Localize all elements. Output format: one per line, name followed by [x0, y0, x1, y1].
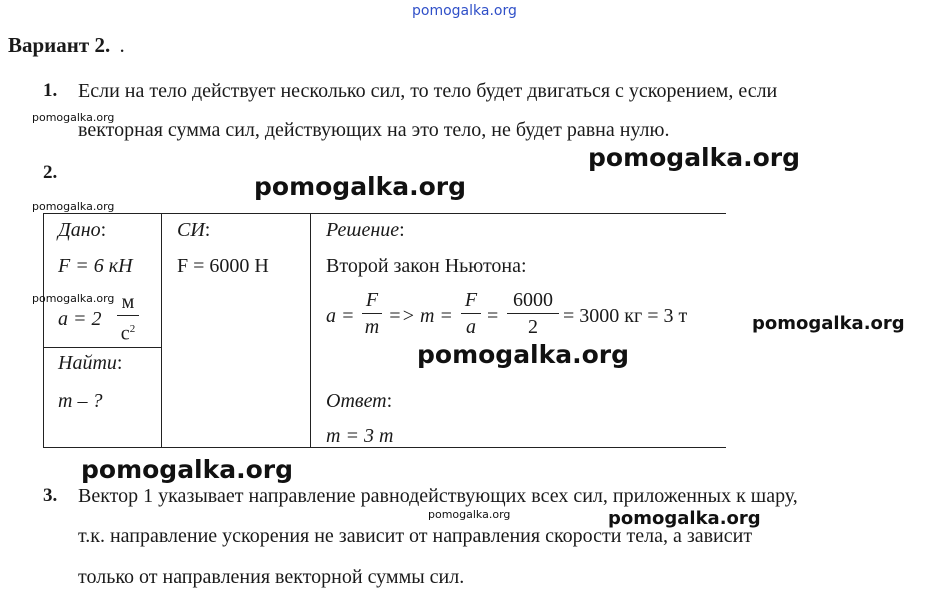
answer-value: m = 3 т	[326, 425, 394, 447]
given-title-text: Дано	[58, 219, 101, 241]
solution-title-text: Решение	[326, 219, 400, 241]
equation-implies: => m =	[388, 305, 453, 327]
watermark-large-3: pomogalka.org	[417, 340, 630, 369]
watermark-medium-1: pomogalka.org	[752, 313, 905, 334]
fraction-6000-numerator: 6000	[513, 289, 553, 311]
fraction-6000-over-2	[507, 289, 559, 338]
item-2-number: 2.	[43, 162, 58, 183]
table-top-border	[43, 213, 726, 214]
watermark-medium-2: pomogalka.org	[608, 508, 761, 529]
fraction-f-over-a	[461, 289, 481, 338]
top-watermark: pomogalka.org	[412, 3, 517, 19]
item-3-number: 3.	[43, 485, 58, 506]
unit-denominator	[117, 318, 139, 345]
unit-denominator-base: с	[120, 322, 130, 345]
solution-title-colon: :	[399, 219, 405, 241]
given-acceleration: a = 2	[58, 308, 102, 330]
unit-denominator-exponent: 2	[129, 323, 136, 335]
find-title	[58, 351, 122, 375]
item-1-number: 1.	[43, 80, 58, 101]
si-title-text: СИ	[177, 219, 205, 241]
find-title-text: Найти	[58, 352, 117, 374]
fraction-f-over-m-bar	[362, 313, 382, 314]
watermark-small-3: pomogalka.org	[32, 292, 115, 305]
watermark-large-2: pomogalka.org	[254, 172, 467, 201]
equation-equals: =	[487, 305, 499, 327]
solution-title	[326, 218, 405, 242]
fraction-f-over-a-denominator: a	[466, 316, 476, 338]
given-title-colon: :	[100, 219, 107, 241]
item-3-line-2: т.к. направление ускорения не зависит от направления скорости тела, а зависит	[78, 525, 753, 547]
unit-fraction-bar	[117, 315, 139, 316]
watermark-small-1: pomogalka.org	[32, 111, 115, 124]
watermark-small-4: pomogalka.org	[428, 508, 511, 521]
variant-heading-mark: .	[119, 33, 125, 57]
unit-numerator: м	[121, 291, 135, 313]
item-1-line-2: векторная сумма сил, действующих на это тело, не будет равна нулю.	[78, 119, 670, 141]
given-title	[58, 218, 106, 242]
variant-heading-text: Вариант 2.	[8, 33, 111, 57]
table-find-divider	[43, 347, 162, 348]
watermark-small-2: pomogalka.org	[32, 200, 115, 213]
table-given-divider	[161, 213, 162, 448]
si-force: F = 6000 Н	[177, 255, 269, 277]
solution-law: Второй закон Ньютона:	[326, 255, 527, 277]
table-si-divider	[310, 213, 311, 448]
si-title-colon: :	[204, 219, 211, 241]
given-force: F = 6 кН	[58, 255, 133, 277]
fraction-f-over-a-numerator: F	[464, 289, 478, 311]
fraction-f-over-m-denominator: m	[364, 316, 380, 338]
acceleration-unit-fraction	[117, 291, 139, 345]
si-title	[177, 218, 210, 242]
equation-result: = 3000 кг = 3 т	[563, 305, 688, 327]
fraction-6000-denominator: 2	[528, 316, 538, 338]
fraction-f-over-a-bar	[461, 313, 481, 314]
item-1-line-1: Если на тело действует несколько сил, то тело будет двигаться с ускорением, если	[78, 80, 778, 102]
fraction-6000-bar	[507, 313, 559, 314]
item-3-line-1: Вектор 1 указывает направление равнодействующих всех сил, приложенных к шару,	[78, 485, 798, 507]
answer-title-text: Ответ	[326, 390, 387, 412]
item-3-line-3: только от направления векторной суммы сил.	[78, 566, 465, 588]
variant-heading	[8, 33, 125, 58]
answer-title	[326, 389, 392, 413]
watermark-large-4: pomogalka.org	[81, 455, 294, 484]
fraction-f-over-m-numerator: F	[365, 289, 379, 311]
equation-a-equals: a =	[326, 305, 355, 327]
fraction-f-over-m	[362, 289, 382, 338]
find-mass: m – ?	[58, 390, 103, 412]
find-title-colon: :	[116, 352, 123, 374]
watermark-large-1: pomogalka.org	[588, 143, 801, 172]
table-left-border	[43, 213, 44, 448]
answer-title-colon: :	[386, 390, 393, 412]
